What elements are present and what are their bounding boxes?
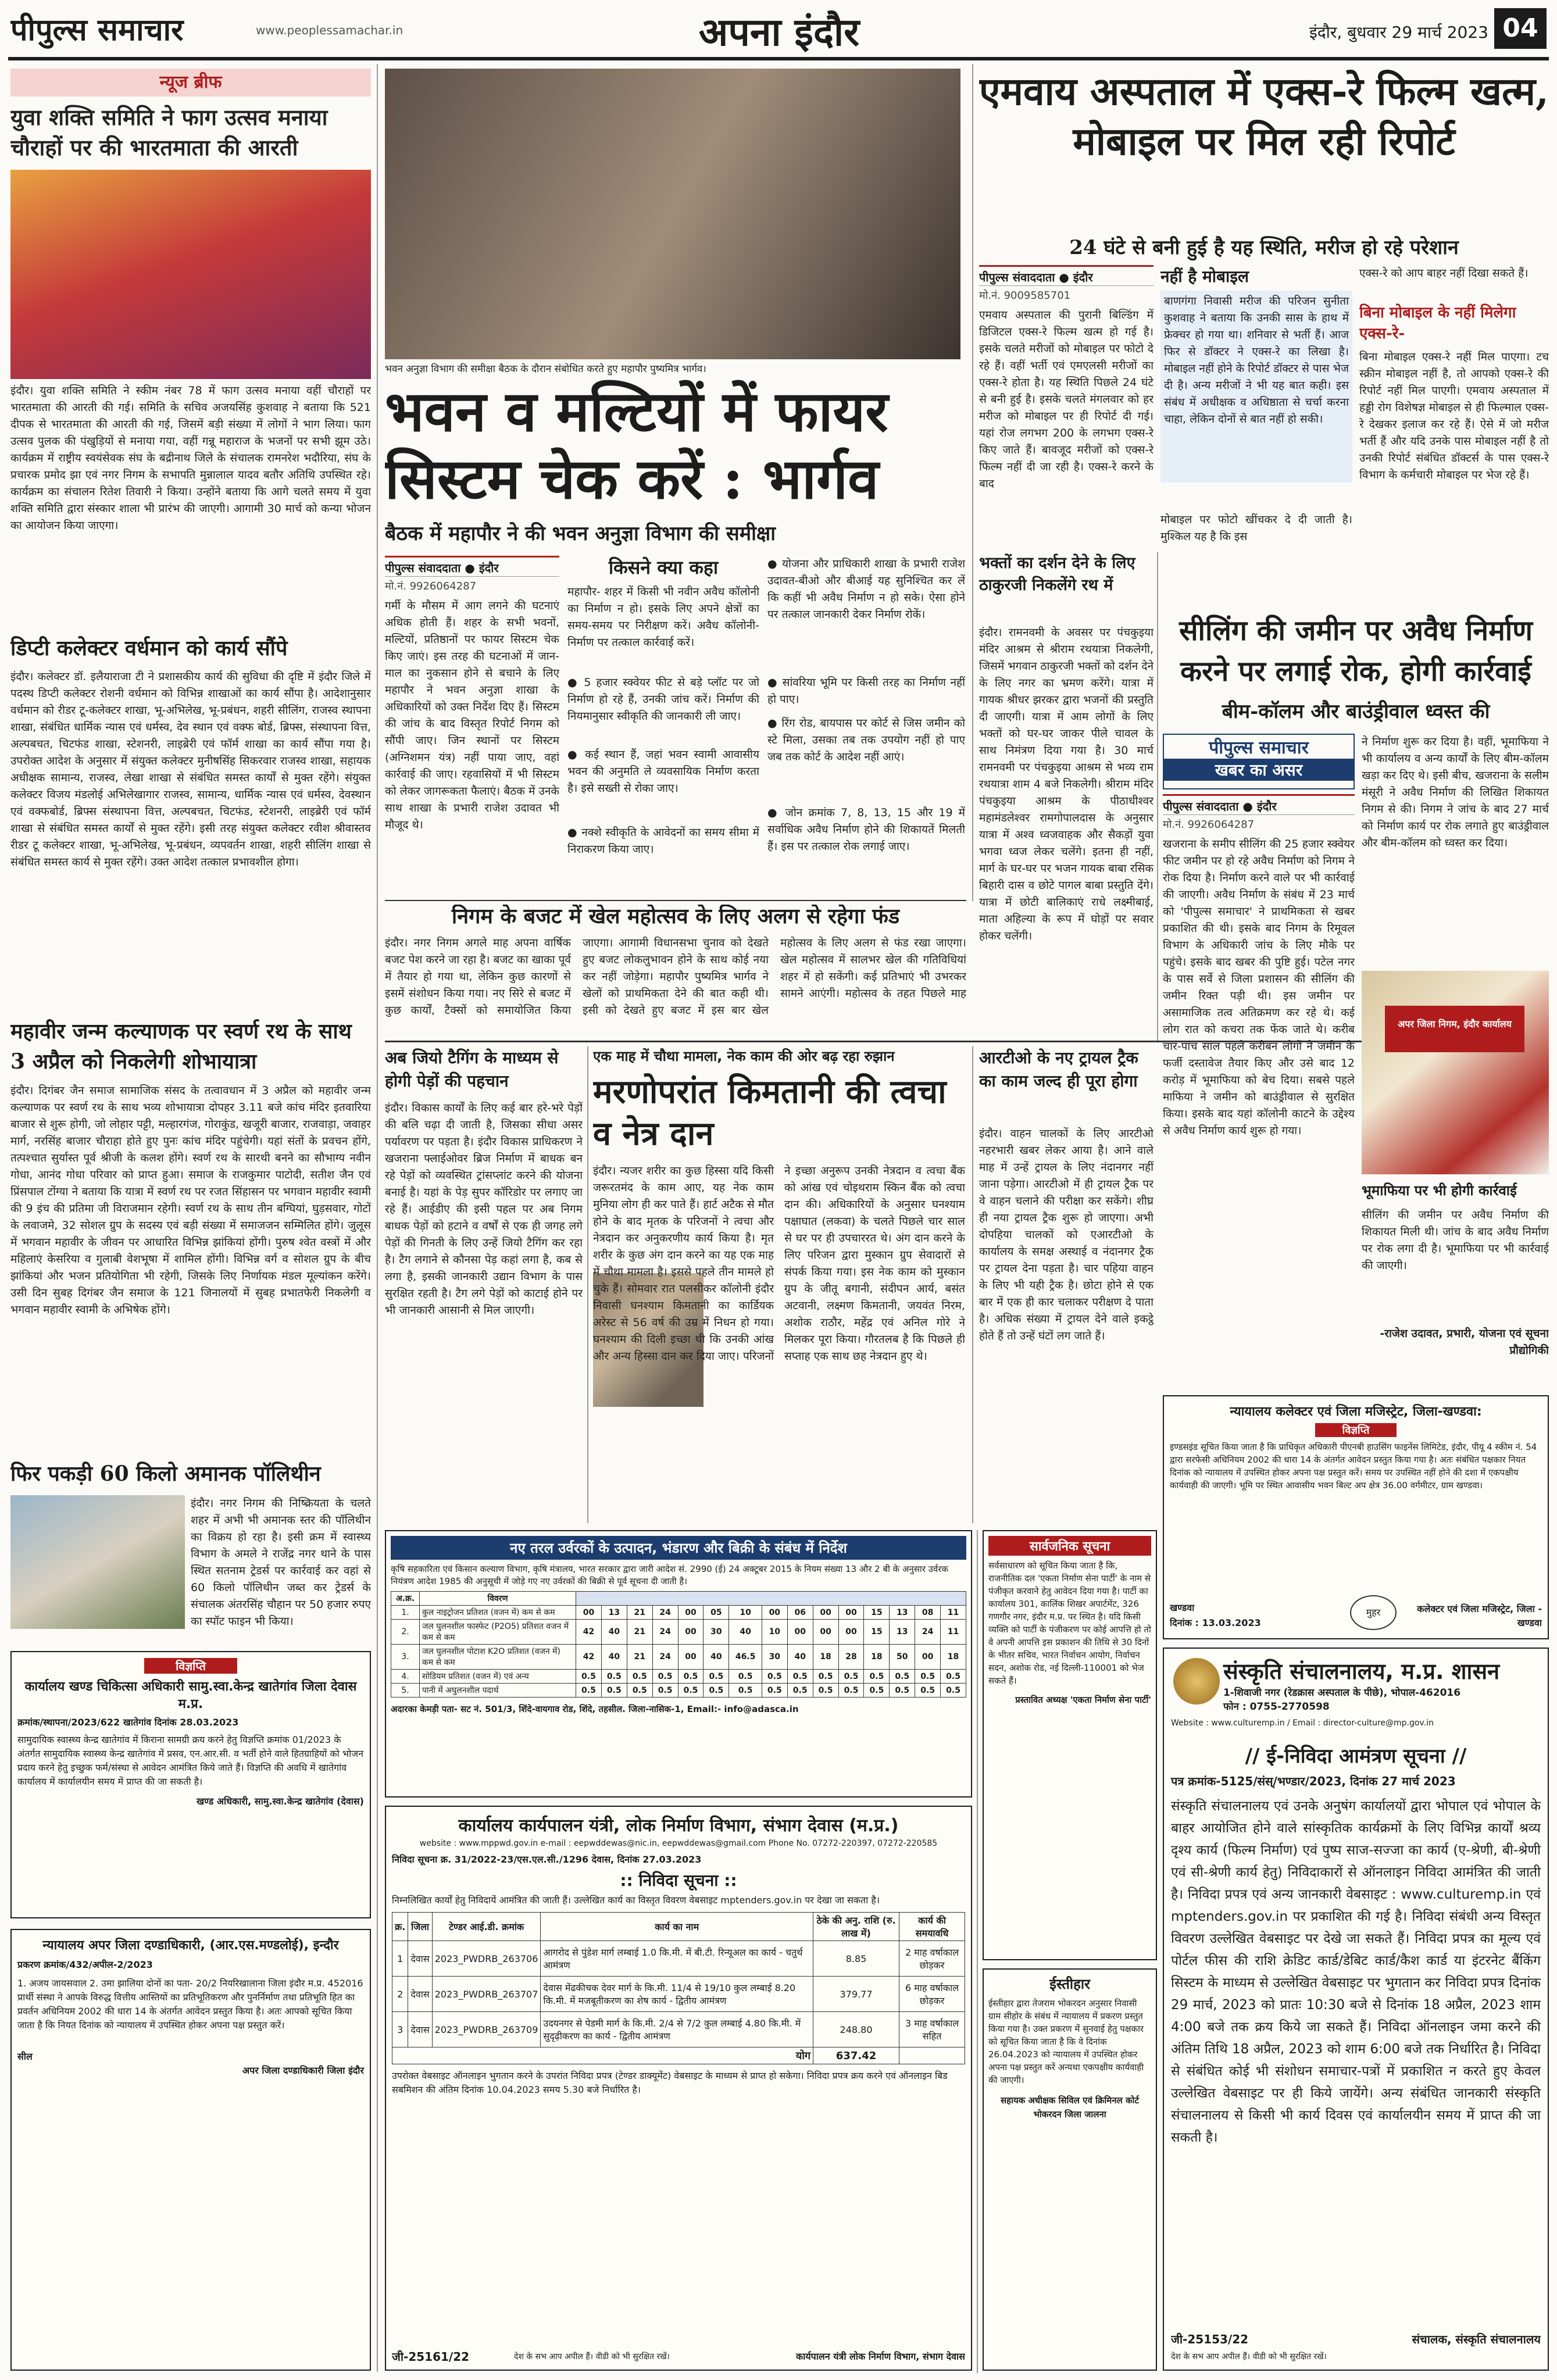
fertilizer-cell-value: 0.5 (576, 1670, 602, 1684)
fertilizer-cell-value: 0.5 (729, 1684, 762, 1698)
pwd-heading: :: निविदा सूचना :: (620, 1871, 737, 1890)
fertilizer-cell-value: 0.5 (864, 1684, 890, 1698)
fertilizer-cell-value: 21 (627, 1645, 652, 1670)
khandwa-title: न्यायालय कलेक्टर एवं जिला मजिस्ट्रेट, जिला-खण्डवा: (1230, 1405, 1482, 1419)
fertilizer-cell-value: 42 (576, 1620, 602, 1645)
pwd-table-cell: देवास (408, 2012, 432, 2047)
fertilizer-cell-value: 00 (838, 1606, 864, 1620)
rto-headline: आरटीओ के नए ट्रायल ट्रैक का काम जल्द ही पूरा होगा (979, 1048, 1138, 1091)
fertilizer-cell-value: 24 (652, 1645, 678, 1670)
fertilizer-cell-value: 0.5 (915, 1684, 941, 1698)
fertilizer-cell-value: 13 (601, 1606, 627, 1620)
pwd-total-label: योग (392, 2047, 813, 2064)
xray-sidebar-body: बाणगंगा निवासी मरीज की परिजन सुनीता कुशवाह ने बताया कि उनकी सास के हाथ में फ्रेक्चर हो गया था। शनिवार से भर्ती हैं। आज फिर से डॉक्टर ने एक्स-रे का लिखा है। मोबाइल नहीं होने के रिपोर्ट डॉक्टर से पास भेज दी है। अन्य मरीजों ने भी यह बात कही। इस संबंध में अधीक्षक व अधिष्ठाता से चर्चा करना चाहा, लेकिन दोनों से बात नहीं हो सकी। (1160, 291, 1352, 483)
fertilizer-cell-value: 05 (703, 1606, 729, 1620)
ceiling-quote-by: -राजेश उदावत, प्रभारी, योजना एवं सूचना प्रौद्योगिकी (1380, 1327, 1549, 1357)
fertilizer-cell-value: 0.5 (627, 1670, 652, 1684)
fertilizer-cell-value: 0.5 (838, 1670, 864, 1684)
fertilizer-cell-value: 00 (915, 1645, 941, 1670)
fertilizer-row (391, 1606, 966, 1620)
pwd-table-row (392, 1977, 965, 2012)
fertilizer-cell-name: कुल नाइट्रोजन प्रतिशत (वजन में) कम से कम (420, 1606, 576, 1620)
xray-more-body: मोबाइल पर फोटो खींचकर दे दी जाती है। मुश्किल यह है कि इस (1160, 513, 1352, 543)
youth-headline: युवा शक्ति समिति ने फाग उत्सव मनाया चौराहों पर की भारतमाता की आरती (10, 104, 328, 160)
sanskriti-public-notice: देश के सभ आप अपील हैं। वीडी को भी सुरक्षित रखें। (1171, 2352, 1327, 2361)
temple-body: इंदौर। रामनवमी के अवसर पर पंचकुइया मंदिर आश्रम से श्रीराम रथयात्रा निकलेगी, जिसमें भगवान ठाकुरजी भक्तों को दर्शन देने के लिए नगर का भ्रमण करेंगे। यात्रा में गायक श्रीधर झरकर द्वारा भजनों की प्रस्तुति दी जाएगी। यात्रा में आम लोगों के लिए भक्तों को घर-घर जाकर पीले चावल के साथ निमंत्रण दिया गया है। 30 मार्च रामनवमी पर पंचकुइया आश्रम से भव्य राम रथयात्रा शाम 4 बजे निकलेगी। श्रीराम मंदिर पंचकुइया आश्रम के पीठाधीश्वर महामंडलेश्वर रामगोपालदास के अनुसार यात्रा में अश्व ध्वजवाहक और सैकड़ों युवा भगवा ध्वज लेकर चलेंगे। इतना ही नहीं, मार्ग के घर-घर पर भजन गायक बाबा रसिक बिहारी दास व छोटे पागल बाबा प्रस्तुति देंगे। यात्रा में छोटी बालिकाएं राधे लक्ष्मीबाई, माता अहिल्या के रूप में घोड़ों पर सवार होकर चलेंगी। (979, 626, 1154, 942)
ceiling-deck: बीम-कॉलम और बाउंड्रीवाल ध्वस्त की (1222, 700, 1490, 723)
fertilizer-cell-value: 00 (576, 1606, 602, 1620)
sanskriti-website[interactable]: Website : www.culturemp.in / Email : director-culture@mp.gov.in (1171, 1718, 1434, 1728)
ishtihar-sign: सहायक अधीक्षक सिविल एवं क्रिमिनल कोर्ट भोकरदन जिला जालना (1001, 2095, 1139, 2120)
pwd-table-cell: आगरोद से पुंडेश मार्ग लम्बाई 1.0 कि.मी. में बी.टी. रिन्यूअल का कार्य - चतुर्थ आमंत्रण (541, 1941, 813, 1977)
fertilizer-row (391, 1684, 966, 1698)
impact-box (1163, 734, 1355, 789)
pwd-table-row (392, 1941, 965, 1977)
fertilizer-cell-value: 24 (652, 1606, 678, 1620)
court-notice-indore-body: 1. अजय जायसवाल 2. उमा झालिया दोनों का पता- 20/2 नियरिखालाना जिला इंदौर म.प्र. 452016 प्रार्थी संस्था ने आपके विरुद्ध वित्तीय आस्तियों का प्रतिभूतिकरण और पुनर्निर्माण तथा प्रतिभूति हित का प्रवर्तन अधिनियम 2002 की धारा 14 के अंतर्गत आवेदन प्रस्तुत किया है। अतः आपको सूचित किया जाता है कि नियत दिनांक को न्यायालय में उपस्थित होकर अपना पक्ष प्रस्तुत करें। (17, 1978, 363, 2031)
pwd-table-cell: 8.85 (813, 1941, 899, 1977)
health-notice-tag: विज्ञप्ति (144, 1658, 237, 1674)
pwd-column-header: टेण्डर आई.डी. क्रमांक (432, 1913, 541, 1941)
pwd-table-cell: 2023_PWDRB_263707 (432, 1977, 541, 2012)
pwd-table-cell: देवास (408, 1941, 432, 1977)
fire-mobile: मो.नं. 9926064287 (385, 580, 477, 592)
sanskriti-ref: पत्र क्रमांक-5125/संस्/भण्डार/2023, दिनांक 27 मार्च 2023 (1171, 1774, 1456, 1788)
column-divider-tree (587, 1046, 588, 1523)
xray-col3-title: बिना मोबाइल के नहीं मिलेगा एक्स-रे- (1359, 304, 1516, 342)
pwd-sign: कार्यपालन यंत्री लोक निर्माण विभाग, संभाग देवास (795, 2351, 965, 2362)
public-notice (983, 1530, 1157, 1960)
health-notice-sign: खण्ड अधिकारी, सामु.स्वा.केन्द्र खातेगांव (देवास) (197, 1796, 364, 1807)
polythene-headline: फिर पकड़ी 60 किलो अमानक पॉलिथीन (10, 1461, 321, 1486)
sanskriti-body: संस्कृति संचालनालय एवं उनके अनुषंग कार्यालयों द्वारा भोपाल एवं भोपाल के बाहर आयोजित होने वाले सांस्कृतिक कार्यक्रमों के लिए विभिन्न कार्यों श्रव्य दृश्य कार्य (फिल्म निर्माण) एवं पुष्प साज-सज्जा का कार्य (ए-श्रेणी, बी-श्रेणी एवं सी-श्रेणी कार्य हेतु) निविदाकारों से ऑनलाइन निविदा आमंत्रित की जाती है। निविदा प्रपत्र एवं अन्य जानकारी वेबसाइट : www.culturemp.in एवं mptenders.gov.in पर प्रकाशित की गई है। निविदा संबंधी अन्य विस्तृत विवरण उल्लेखित वेबसाइट पर देखे जा सकते हैं। निविदा प्रपत्र का मूल्य एवं पोर्टल फीस की राशि क्रेडिट कार्ड/डेबिट कार्ड/कैश कार्ड या इंटरनेट बैंकिंग सिस्टम के माध्यम से उल्लेखित वेबसाइट पर भुगतान कर निविदा प्रपत्र दिनांक 29 मार्च, 2023 को प्रातः 10:30 बजे से दिनांक 18 अप्रैल, 2023 शाम 4:00 बजे तक क्रय किये जा सकते हैं। निविदा ऑनलाइन जमा करने की अंतिम तिथि 18 अप्रैल, 2023 को शाम 6:00 बजे तक निर्धारित है। निविदा से संबंधित कोई भी संशोधन समाचार-पत्रों में प्रकाशित न करते हुए केवल उल्लेखित वेबसाइट पर ही किये जायेंगे। अन्य संबंधित जानकारी संस्कृति संचालनालय से किसी भी कार्य दिवस एवं कार्यालयीन समय में प्राप्त की जा सकती है। (1171, 1799, 1541, 2145)
masthead-rule (8, 57, 1549, 60)
fertilizer-cell-value: 11 (941, 1606, 966, 1620)
fertilizer-cell-no: 3. (391, 1645, 420, 1670)
fertilizer-cell-value: 18 (941, 1645, 966, 1670)
masthead-url[interactable]: www.peoplessamachar.in (256, 23, 403, 37)
ceiling-photo-caption: भूमाफिया पर भी होगी कार्रवाई (1362, 1182, 1517, 1199)
fertilizer-cell-value: 10 (729, 1606, 762, 1620)
fertilizer-cell-value: 00 (762, 1606, 787, 1620)
fertilizer-cell-name: जल घुलनशील पोटाश K2O प्रतिशत (वजन में) कम से कम (420, 1645, 576, 1670)
deputy-body: इंदौर। कलेक्टर डॉ. इलैयाराजा टी ने प्रशासकीय कार्य की सुविधा की दृष्टि में इंदौर जिले में पदस्थ डिप्टी कलेक्टर रोशनी वर्धमान को विभिन्न शाखाओं का कार्य सौंपा है। आदेशानुसार वर्धमान को रीडर टू-कलेक्टर शाखा, भू-अभिलेख, भू-प्रबंधन, शहरी सीलिंग, राजस्व स्थापना शाखा, संबंधित धार्मिक न्यास एवं धर्मस्व, देव स्थान एवं वक्फ बोर्ड, ब्रिफ्स, संस्थापना वित्त, अल्पबचत, चिटफंड शाखा, स्टेशनरी, लाइब्रेरी एवं फॉर्म शाखा का कार्य सौंपा गया है। उपरोक्त आदेश के अनुसार में संयुक्त कलेक्टर मुनीषसिंह सिकरवार राजस्व शाखा, सहायक अधीक्षक सामान्य, राजस्व, लेखा शाखा से संबंधित समस्त कार्यों से मुक्त रहेंगे। संयुक्त कलेक्टर विजय मंडलोई अभिलेखागार राजस्व, सामान्य, धार्मिक न्यास एवं धर्मस्व, देवस्थान एवं वक्फबोर्ड, ब्रिफ्स संस्थापना वित्त, अल्पबचत, चिटफंड, स्टेशनरी, लाइब्रेरी एवं फॉर्म शाखा से संबंधित समस्त कार्यों से मुक्त रहेंगे। इसी तरह संयुक्त कलेक्टर रवीश श्रीवास्तव रीडर टू कलेक्टर शाखा, भू-अभिलेख, भू-प्रबंधन, व्यपवर्तन शाखा, शहरी सीलिंग शाखा से संबंधित समस्त कार्य से मुक्त रहेंगे। उक्त आदेश तत्काल प्रभावशील होगा। (10, 670, 371, 869)
xray-headline: एमवाय अस्पताल में एक्स-रे फिल्म खत्म, मोबाइल पर मिल रही रिपोर्ट (979, 69, 1549, 164)
fertilizer-cell-value: 15 (864, 1606, 890, 1620)
pwd-table-cell: 379.77 (813, 1977, 899, 2012)
fire-byline: पीपुल्स संवाददाता ● इंदौर (385, 556, 559, 577)
youth-body: इंदौर। युवा शक्ति समिति ने स्कीम नंबर 78 में फाग उत्सव मनाया वहीं चौराहों पर भारतमाता की आरती की गई। समिति के सचिव अजयसिंह कुशवाह ने बताया कि 521 दीपक से भारतमाता की आरती की गई, जिसमें बड़ी संख्या में लोगों ने भाग लिया। फाग उत्सव पुलक की पंखुड़ियों से मनाया गया, वहीं गन्नू महाराज के भजनों पर सभी झूम उठे। कार्यक्रम में राष्ट्रीय स्वयंसेवक संघ के बद्रीनाथ जिले के संचालक रामनरेश भदौरिया, संघ के प्रचारक प्रमोद झा एवं नगर निगम के सभापति मुन्नालाल यादव बतौर अतिथि उपस्थित रहे। कार्यक्रम का संचालन रितेश तिवारी ने किया। उन्होंने बताया कि आगे चलते समय में युवा शक्ति समिति द्वारा संस्कार शाला भी प्रारंभ की जाएगी। आगामी 30 मार्च को कन्या भोजन का आयोजन किया जाएगा। (10, 384, 371, 532)
pwd-table-cell: देवास (408, 1977, 432, 2012)
sanskriti-title: संस्कृति संचालनालय, म.प्र. शासन (1223, 1659, 1500, 1684)
pwd-total: 637.42 (813, 2047, 899, 2064)
ishtihar-body: ईस्तीहार द्वारा तेजराम भोकरदन अनुसार निवासी ग्राम सीहोर के संबंध में न्यायालय में प्रकरण प्रस्तुत किया गया है। उक्त प्रकरण में सुनवाई हेतु पक्षकार को सूचित किया जाता है कि वे दिनांक 26.04.2023 को न्यायालय में उपस्थित होकर अपना पक्ष प्रस्तुत करें अन्यथा एकपक्षीय कार्यवाही की जाएगी। (988, 1998, 1144, 2085)
fertilizer-cell-value: 30 (762, 1645, 787, 1670)
fertilizer-cell-value: 0.5 (838, 1684, 864, 1698)
meeting-photo (385, 69, 960, 359)
fertilizer-cell-value: 0.5 (941, 1670, 966, 1684)
fund-headline: निगम के बजट में खेल महोत्सव के लिए अलग से रहेगा फंड (451, 905, 900, 928)
pwd-table-cell: 2 (392, 1977, 408, 2012)
impact-logo: पीपुल्स समाचार (1209, 738, 1309, 758)
pwd-sub: निम्नलिखित कार्यों हेतु निविदायें आमंत्रित की जाती हैं। उल्लेखित कार्य का विस्तृत विवरण वेबसाइट mptenders.gov.in पर देखा जा सकता है। (392, 1895, 880, 1906)
polythene-body: इंदौर। नगर निगम की निष्क्रियता के चलते शहर में अभी भी अमानक स्तर की पॉलिथीन का विक्रय हो रहा है। इसी क्रम में स्वास्थ्य विभाग के अमले ने राजेंद्र नगर थाने के पास स्थित सतनाम ट्रेडर्स पर कार्रवाई कर वहां से 60 किलो पॉलिथीन जब्त कर ट्रेडर्स के संचालक अंतरसिंह चौहान पर 50 हजार रुपए का स्पॉट फाइन भी किया। (191, 1497, 371, 1628)
mahavir-headline: महावीर जन्म कल्याणक पर स्वर्ण रथ के साथ 3 अप्रैल को निकलेगी शोभायात्रा (10, 1019, 352, 1074)
fertilizer-cell-value: 40 (787, 1645, 813, 1670)
fertilizer-cell-value: 0.5 (703, 1670, 729, 1684)
section-title: अपना इंदौर (698, 9, 860, 55)
court-notice-indore-sign: अपर जिला दण्डाधिकारी जिला इंदौर (242, 2065, 364, 2076)
pwd-table-cell: 2023_PWDRB_263706 (432, 1941, 541, 1977)
pwd-code: जी-25161/22 (392, 2350, 470, 2364)
column-divider-rto (972, 1046, 973, 1523)
fire-bullet-1: ● 5 हजार स्क्वेयर फीट से बड़े प्लॉट पर जो निर्माण हो रहे हैं, उनकी जांच करें। निर्माण की नियमानुसार स्वीकृति की जानकारी ली जाए। (567, 674, 759, 744)
court-notice-indore-title: न्यायालय अपर जिला दण्डाधिकारी, (आर.एस.मण्डलोई), इन्दौर (42, 1938, 339, 1953)
sanskriti-heading: // ई-निविदा आमंत्रण सूचना // (1245, 1745, 1467, 1768)
fertilizer-cell-name: जल घुलनशील फास्फेट (P2O5) प्रतिशत वजन में कम से कम (420, 1620, 576, 1645)
fertilizer-cell-value: 00 (678, 1645, 703, 1670)
pwd-contact[interactable]: website : www.mppwd.gov.in e-mail : eepwddewas@nic.in, eepwddewas@gmail.com Phone No. 07272-220397, 07272-220585 (419, 1839, 938, 1848)
fertilizer-cell-value: 46.5 (729, 1645, 762, 1670)
fertilizer-cell-value: 15 (864, 1620, 890, 1645)
fertilizer-cell-value: 0.5 (601, 1670, 627, 1684)
column-divider-1 (377, 64, 378, 2372)
impact-tag: खबर का असर (1164, 759, 1354, 781)
pwd-column-header: क्र. (392, 1913, 408, 1941)
khandwa-place: खण्डवा (1170, 1602, 1195, 1613)
fertilizer-cell-value: 0.5 (678, 1684, 703, 1698)
who-said-body: महापौर- शहर में किसी भी नवीन अवैध कॉलोनी का निर्माण न हो। इसके लिए अपने क्षेत्रों का समय-समय पर निरीक्षण करें। अवैध कॉलोनी-निर्माण पर तत्काल कार्रवाई करें। (567, 585, 759, 649)
pwd-ref: निविदा सूचना क्र. 31/2022-23/एस.एल.सी./1296 देवास, दिनांक 27.03.2023 (392, 1854, 702, 1865)
fertilizer-cell-value: 0.5 (678, 1670, 703, 1684)
dateline: इंदौर, बुधवार 29 मार्च 2023 (1309, 23, 1488, 42)
fertilizer-cell-value: 28 (838, 1645, 864, 1670)
fertilizer-cell-value: 50 (890, 1645, 915, 1670)
office-signboard: अपर जिला निगम, इंदौर कार्यालय (1385, 1006, 1524, 1052)
khandwa-seal: मुहर (1350, 1595, 1397, 1630)
deputy-headline: डिप्टी कलेक्टर वर्धमान को कार्य सौंपे (10, 636, 288, 660)
fertilizer-cell-name: पानी में अघुलनशील पदार्थ (420, 1684, 576, 1698)
pwd-table-cell: 3 माह वर्षाकाल सहित (899, 2012, 965, 2047)
xray-sidebar-title: नहीं है मोबाइल (1160, 267, 1249, 286)
fertilizer-cell-value: 00 (678, 1620, 703, 1645)
fertilizer-cell-no: 4. (391, 1670, 420, 1684)
pwd-total-blank (899, 2047, 965, 2064)
who-said-label: किसने क्या कहा (608, 556, 719, 578)
fertilizer-cell-value: 0.5 (729, 1670, 762, 1684)
ishtihar-notice (983, 1968, 1157, 2371)
fertilizer-cell-value: 0.5 (813, 1670, 838, 1684)
fertilizer-cell-value: 0.5 (941, 1684, 966, 1698)
xray-body: एमवाय अस्पताल की पुरानी बिल्डिंग में डिजिटल एक्स-रे फिल्म खत्म हो गई है। इसके चलते मरीजों को मोबाइल पर फोटो दे रहे हैं। वहीं भर्ती एवं एमएलसी मरीजों का एक्स-रे होता है। यह स्थिति पिछले 24 घंटे से बनी हुई है। इसके चलते मंगलवार को हर मरीज को मोबाइल पर ही रिपोर्ट दी गई। यहां रोज लगभग 200 के लगभग एक्स-रे किए जाते हैं। बावजूद मरीजों को एक्स-रे फिल्म नहीं दी जा रही है। एक्स-रे करने के बाद (979, 309, 1154, 490)
pwd-public-notice: देश के सभ आप अपील हैं। वीडी को भी सुरक्षित रखें। (514, 2352, 670, 2361)
fertilizer-cell-value: 0.5 (652, 1684, 678, 1698)
fertilizer-cell-value: 0.5 (890, 1684, 915, 1698)
fire-bullet-7: ● जोन क्रमांक 7, 8, 13, 15 और 19 में सर्वाधिक अवैध निर्माण होने की शिकायतें मिलती हैं। इस पर तत्काल रोक लगाई जाए। (767, 805, 965, 886)
fertilizer-cell-value: 0.5 (762, 1670, 787, 1684)
fertilizer-cell-value: 0.5 (576, 1684, 602, 1698)
fertilizer-cell-value: 0.5 (890, 1670, 915, 1684)
donation-headline: मरणोपरांत किमतानी की त्वचा व नेत्र दान (593, 1073, 947, 1153)
xray-byline: पीपुल्स संवाददाता ● इंदौर (979, 265, 1154, 286)
pwd-table-cell: 3 (392, 2012, 408, 2047)
fertilizer-cell-value: 40 (703, 1645, 729, 1670)
fertilizer-cell-value: 0.5 (652, 1670, 678, 1684)
fertilizer-row (391, 1645, 966, 1670)
fertilizer-cell-value: 0.5 (915, 1670, 941, 1684)
fertilizer-table (391, 1591, 966, 1698)
ceiling-body-3: सीलिंग की जमीन पर अवैध निर्माण की शिकायत मिली थी। जांच के बाद अवैध निर्माण पर रोक लगा दी है। भूमाफिया पर भी कार्रवाई की जाएगी। (1362, 1209, 1549, 1272)
fertilizer-cell-value: 00 (813, 1620, 838, 1645)
fertilizer-cell-value: 0.5 (762, 1684, 787, 1698)
polythene-photo (10, 1495, 185, 1629)
fire-bullet-2: ● कई स्थान हैं, जहां भवन स्वामी आवासीय भवन की अनुमति ले व्यवसायिक निर्माण करता है। इसे सख्ती से रोका जाए। (567, 746, 759, 822)
ishtihar-title: ईस्तीहार (1049, 1976, 1090, 1992)
fertilizer-head-item: विवरण (420, 1592, 576, 1606)
mp-emblem-icon (1173, 1658, 1220, 1704)
fertilizer-cell-value: 00 (787, 1620, 813, 1645)
fertilizer-cell-value: 0.5 (864, 1670, 890, 1684)
fertilizer-cell-name: सोडियम प्रतिशत (वजन में) एवं अन्य (420, 1670, 576, 1684)
fertilizer-cell-value: 0.5 (601, 1684, 627, 1698)
sanskriti-tender-ad (1163, 1648, 1549, 2371)
court-notice-indore (10, 1929, 371, 2371)
court-notice-indore-seal: सील (17, 2051, 33, 2062)
donation-kicker: एक माह में चौथा मामला, नेक काम की ओर बढ़ रहा रुझान (593, 1048, 895, 1064)
health-notice (10, 1651, 371, 1918)
health-notice-title: कार्यालय खण्ड चिकित्सा अधिकारी सामु.स्वा.केन्द्र खातेगांव जिला देवास म.प्र. (24, 1679, 357, 1711)
sanskriti-code: जी-25153/22 (1171, 2332, 1249, 2346)
fire-bullet-5: ● सांवरिया भूमि पर किसी तरह का निर्माण नहीं हो पाए। (767, 674, 965, 713)
public-notice-body: सर्वसाधारण को सूचित किया जाता है कि, राजनीतिक दल 'एकता निर्माण सेना पार्टी' के नाम से पंजीकृत करवाने हेतु आवेदन दिया गया है। पार्टी का कार्यालय 301, कालिंक शिखर अपार्टमेंट, 326 गणगौर नगर, इंदौर म.प्र. पर स्थित है। यदि किसी व्यक्ति को पार्टी के पंजीकरण पर कोई आपत्ति हो तो वे अपनी आपत्ति इस प्रकाशन की तिथि से 30 दिनों के भीतर सचिव, भारत निर्वाचन आयोग, निर्वाचन सदन, अशोक रोड, नई दिल्ली-110001 को भेज सकते हैं। (988, 1560, 1151, 1686)
fertilizer-cell-no: 5. (391, 1684, 420, 1698)
xray-col3-body: बिना मोबाइल एक्स-रे नहीं मिल पाएगा। टच स्क्रीन मोबाइल नहीं है, तो आपको एक्स-रे की रिपोर्ट नहीं मिल पाएगी। एमवाय अस्पताल में हड्डी रोग विशेषज्ञ मोबाइल से ही फिल्माल एक्स-रे देखकर इलाज कर रहे हैं। ऐसे में जो मरीज भर्ती हैं और यदि उनके पास मोबाइल नहीं है तो उनकी रिपोर्ट संबंधित डॉक्टर्स के पास एक्स-रे विभाग के कर्मचारी मोबाइल पर भेज रहे हैं। (1359, 351, 1549, 481)
public-notice-sign: प्रस्तावित अध्यक्ष 'एकता निर्माण सेना पार्टी' (1015, 1695, 1151, 1705)
khandwa-sign: कलेक्टर एवं जिला मजिस्ट्रेट, जिला - खण्डवा (1417, 1603, 1542, 1628)
xray-mobile: मो.नं. 9009585701 (979, 290, 1071, 302)
health-notice-body: सामुदायिक स्वास्थ्य केन्द्र खातेगांव में किराना सामग्री क्रय करने हेतु विज्ञप्ति क्रमांक 01/2023 के अंतर्गत सामुदायिक स्वास्थ्य केन्द्र खातेगांव में प्रसव, एन.आर.सी. व भर्ती होने वाले हितग्राहियों को भोजन प्रदाय करने हेतु इच्छुक फर्म/संस्था से आवेदन आमंत्रित किये जाते हैं। विज्ञप्ति की अवधि में खातेगांव कार्यालय में कार्यालयीन समय में प्राप्त की जा सकती है। (17, 1734, 364, 1787)
fire-deck: बैठक में महापौर ने की भवन अनुज्ञा विभाग की समीक्षा (385, 522, 776, 545)
ceiling-byline: पीपुल्स संवाददाता ● इंदौर (1163, 794, 1355, 815)
fertilizer-cell-value: 0.5 (703, 1684, 729, 1698)
fertilizer-cell-value: 42 (576, 1645, 602, 1670)
khandwa-body: इण्डसइंड सूचित किया जाता है कि प्राधिकृत अधिकारी पीएनबी हाउसिंग फाइनेंस लिमिटेड, इंदौर, पीयू 4 स्कीम नं. 54 द्वारा सरफेसी अधिनियम 2002 की धारा 14 के अंतर्गत आवेदन प्रस्तुत किया गया है। अतः संबंधित पक्षकार नियत दिनांक को न्यायालय में उपस्थित होकर अपना पक्ष प्रस्तुत करें। समय पर उपस्थित नहीं होने की दशा में एकपक्षीय कार्यवाही की जाएगी। भूमि पर स्थित आवासीय भवन बिल्ट अप क्षेत्र 36.00 वर्गमीटर, ग्राम खण्डवा। (1170, 1442, 1537, 1491)
fertilizer-cell-no: 2. (391, 1620, 420, 1645)
pwd-table-cell: 1 (392, 1941, 408, 1977)
ceiling-body-1: खजराना के समीप सीलिंग की 25 हजार स्क्वेयर फीट जमीन पर हो रहे अवैध निर्माण को निगम ने रोक दिया है। निर्माण करने वाले पर भी कार्रवाई की जाएगी। अवैध निर्माण के संबंध में 23 मार्च को 'पीपुल्स समाचार' ने प्राथमिकता से खबर प्रकाशित की थी। इसके बाद निगम के रिमूवल विभाग के अधिकारी जांच के लिए मौके पर पहुंचे। इसके बाद खबर की पुष्टि हुई। पटेल नगर के पास सर्वे से जिला प्रशासन की सीलिंग की जमीन रिक्त पड़ी थी। इस जमीन पर असामाजिक तत्व अतिक्रमण कर रहे थे। कई लोग रात को कचरा तक फेंक जाते थे। करीब चार-पांच साल पहले करीबन लोगों ने जमीन के फर्जी दस्तावेज तैयार किए और उसे बाद 12 करोड़ में भूमाफिया को बेच दिया। सबसे पहले माफिया ने जमीन को बाउंड्रीवाल से सुरक्षित किया। इसके बाद यहां कॉलोनी काटने के उद्देश्य से अवैध निर्माण कार्य शुरू हो गया। (1163, 838, 1355, 1137)
aarti-photo (10, 170, 371, 379)
column-divider-2 (972, 64, 973, 901)
fire-bullet-6: ● रिंग रोड, बायपास पर कोर्ट से जिस जमीन को स्टे मिला, उसका तब तक उपयोग नहीं हो पाए जब तक कोर्ट के आदेश नहीं आएं। (767, 715, 965, 802)
pwd-column-header: कार्य का नाम (541, 1913, 813, 1941)
fertilizer-cell-no: 1. (391, 1606, 420, 1620)
fertilizer-head-no: अ.क्र. (391, 1592, 420, 1606)
fund-body: इंदौर। नगर निगम अगले माह अपना वार्षिक बजट पेश करने जा रहा है। बजट का खाका पूर्व में तैयार हो गया था, लेकिन कुछ कारणों से इसमें संशोधन किया गया। नए सिरे से बजट में कुछ कार्यों, टैक्सों को समायोजित किया जाएगा। आगामी विधानसभा चुनाव को देखते हुए बजट लोकलुभावन होने के साथ कोई नया कर नहीं जोड़ेगा। महापौर पुष्यमित्र भार्गव ने खेलों को प्राथमिकता देने की बात कही थी। इसी को देखते हुए बजट में इस बार खेल महोत्सव के लिए अलग से फंड रखा जाएगा। खेल महोत्सव में सालभर खेल की गतिविधियां शहर में हो सकेंगी। कई प्रतिभाएं भी उभरकर सामने आएंगी। महोत्सव के तहत पिछले माह (385, 937, 966, 1017)
fertilizer-cell-value: 10 (762, 1620, 787, 1645)
fertilizer-cell-value: 00 (813, 1606, 838, 1620)
fertilizer-cell-value: 06 (787, 1606, 813, 1620)
khandwa-court-notice (1163, 1395, 1549, 1639)
fertilizer-cell-value: 40 (601, 1645, 627, 1670)
fertilizer-title: नए तरल उर्वरकों के उत्पादन, भंडारण और बिक्री के संबंध में निर्देश (391, 1536, 966, 1560)
pwd-tender-ad (385, 1806, 972, 2371)
column-divider-3 (1157, 552, 1158, 1041)
fertilizer-footer: अदारका केमड़ी पता- सट नं. 501/3, शिंदे-वायगाव रोड, शिंदे, तहसील. जिला-नासिक-1, Email:- info@adasca.in (391, 1704, 799, 1714)
fertilizer-cell-value: 40 (601, 1620, 627, 1645)
fertilizer-cell-value: 08 (915, 1606, 941, 1620)
tree-headline: अब जियो टैगिंग के माध्यम से होगी पेड़ों की पहचान (385, 1048, 559, 1091)
ceiling-office-photo (1362, 971, 1549, 1174)
pwd-table (392, 1912, 965, 2064)
rto-body: इंदौर। वाहन चालकों के लिए आरटीओ नहरभारी खबर लेकर आया है। आने वाले माह में उन्हें ट्रायल के लिए नंदानगर नहीं जाना पड़ेगा। आरटीओ में ही ट्रायल ट्रैक पर वे वाहन चलाने की परीक्षा कर सकेंगे। शीघ्र ही नया ट्रायल ट्रैक शुरू हो जाएगा। अभी दोपहिया चालकों को एआरटीओ के कार्यालय के समक्ष अस्थाई व नंदानगर ट्रैक पर ट्रायल देना पड़ता है। चार पहिया वाहन के लिए भी यही ट्रैक है। छोटा होने से एक बार में एक ही कार चलाकर परीक्षण दे पाता है। अधिक संख्या में ट्रायल देने वाले इकट्ठे होते हैं तो उन्हें घंटों लग जाते हैं। (979, 1127, 1154, 1342)
xray-deck: 24 घंटे से बनी हुई है यह स्थिति, मरीज हो रहे परेशान (1069, 236, 1459, 259)
fertilizer-cell-value: 18 (864, 1645, 890, 1670)
fertilizer-cell-value: 30 (703, 1620, 729, 1645)
fire-bullet-3: ● नक्शे स्वीकृति के आवेदनों का समय सीमा में निराकरण किया जाए। (567, 824, 759, 882)
fertilizer-row (391, 1620, 966, 1645)
pwd-column-header: कार्य की समयावधि (899, 1913, 965, 1941)
sanskriti-phone: फोन : 0755-2770598 (1223, 1701, 1330, 1713)
fertilizer-cell-value: 00 (678, 1606, 703, 1620)
fertilizer-cell-value: 13 (890, 1606, 915, 1620)
pwd-title: कार्यालय कार्यपालन यंत्री, लोक निर्माण विभाग, संभाग देवास (म.प्र.) (458, 1816, 899, 1836)
temple-headline: भक्तों का दर्शन देने के लिए ठाकुरजी निकलेंगे रथ में (979, 554, 1135, 594)
fertilizer-cell-value: 24 (915, 1620, 941, 1645)
fertilizer-head-values (576, 1592, 966, 1606)
pwd-footer: उपरोक्त वेबसाइट ऑनलाइन भुगतान करने के उपरांत निविदा प्रपत्र (टेण्डर डाक्यूमेंट) वेबसाइट के माध्यम से प्राप्त हो सकेगा। निविदा प्रपत्र क्रय करने एवं ऑनलाइन बिड सबमिशन की अंतिम दिनांक 10.04.2023 समय 5.30 बजे निर्धारित है। (392, 2070, 948, 2095)
fertilizer-cell-value: 0.5 (627, 1684, 652, 1698)
column-divider-notices (977, 1530, 978, 2373)
fertilizer-cell-value: 13 (890, 1620, 915, 1645)
fertilizer-intro: कृषि सहकारिता एवं किसान कल्याण विभाग, कृषि मंत्रालय, भारत सरकार द्वारा जारी आदेश सं. 2990 (ई) 24 अक्टूबर 2015 के नियम संख्या 13 और 2 बी के अनुसार उर्वरक नियंत्रण आदेश 1985 की अनुसूची में जोड़े गए नए उर्वरकों की बिक्री से पूर्व सूचना दी जाती है। (391, 1564, 948, 1586)
pwd-table-cell: 2023_PWDRB_263709 (432, 2012, 541, 2047)
ceiling-headline: सीलिंग की जमीन पर अवैध निर्माण करने पर लगाई रोक, होगी कार्रवाई (1179, 614, 1533, 688)
khandwa-date: दिनांक : 13.03.2023 (1170, 1617, 1261, 1628)
ceiling-mobile: मो.नं. 9926064287 (1163, 819, 1255, 831)
fertilizer-cell-value: 21 (627, 1606, 652, 1620)
pwd-table-cell: 6 माह वर्षाकाल छोड़कर (899, 1977, 965, 2012)
khandwa-tag: विज्ञप्ति (1315, 1423, 1397, 1437)
public-notice-title: सार्वजनिक सूचना (988, 1536, 1151, 1556)
fertilizer-cell-value: 0.5 (813, 1684, 838, 1698)
pwd-column-header: ठेके की अनु. राशि (रु. लाख में) (813, 1913, 899, 1941)
pwd-table-cell: देवास मेंढकीचक देवर मार्ग के कि.मी. 11/4 से 19/10 कुल लम्बाई 8.20 कि.मी. में मजबूतीकरण का शेष कार्य - द्वितीय आमंत्रण (541, 1977, 813, 2012)
health-notice-ref: क्रमांक/स्थापना/2023/622 खातेगांव दिनांक 28.03.2023 (17, 1717, 239, 1728)
court-notice-indore-ref: प्रकरण क्रमांक/432/अपील-2/2023 (17, 1959, 153, 1970)
fire-bullet-4: ● योजना और प्राधिकारी शाखा के प्रभारी राजेश उदावत-बीओ और बीआई यह सुनिश्चित कर लें कि कहीं भी अवैध निर्माण न हो सके। ऐसा होने पर तत्काल जानकारी देकर निर्माण रोकें। (767, 556, 965, 672)
fertilizer-cell-value: 11 (941, 1620, 966, 1645)
fertilizer-cell-value: 40 (729, 1620, 762, 1645)
fertilizer-cell-value: 21 (627, 1620, 652, 1645)
fertilizer-cell-value: 24 (652, 1620, 678, 1645)
fertilizer-cell-value: 00 (838, 1620, 864, 1645)
pwd-column-header: जिला (408, 1913, 432, 1941)
fertilizer-ad (385, 1530, 972, 1797)
pwd-table-cell: 248.80 (813, 2012, 899, 2047)
masthead-logo: पीपुल्स समाचार (10, 12, 184, 48)
news-brief-label: न्यूज ब्रीफ (10, 69, 371, 97)
fire-body: गर्मी के मौसम में आग लगने की घटनाएं अधिक होती हैं। शहर के सभी भवनों, मल्टियों, प्रतिष्ठानों पर फायर सिस्टम चेक किए जाएं। इस तरह की घटनाओं में जान-माल का नुकसान होने से बचाने के लिए महापौर ने भवन अनुज्ञा शाखा के अधिकारियों को उक्त निर्देश दिए हैं। सिस्टम की जांच के बाद विस्तृत रिपोर्ट निगम को सौंपी जाए। जिन स्थानों पर सिस्टम (अग्निशमन यंत्र) नहीं पाया जाए, वहां कार्रवाई की जाए। रहवासियों में भी सिस्टम को लेकर जागरूकता फैलाएं। बैठक में उनके साथ शाखा के प्रभारी राजेश उदावत भी मौजूद थे। (385, 599, 559, 831)
donation-body: इंदौर। न्यजर शरीर का कुछ हिस्सा यदि किसी जरूरतमंद के काम आए, यह नेक काम मुनिया लोग ही कर पाते हैं। हार्ट अटैक से मौत होने के बाद मृतक के परिजनों ने त्वचा और नेत्रदान कर अनुकरणीय कार्य किया है। मृत शरीर के कुछ अंग दान करने का यह एक माह में चौथा मामला है। इससे पहले तीन मामले हो चुके हैं। सोमवार रात पलसीकर कॉलोनी इंदौर निवासी घनश्याम किमतानी का कार्डियक अरेस्ट से 56 वर्ष की उम्र में निधन हो गया। घनश्याम की दिली इच्छा थी कि उनकी आंख और अन्य हिस्सा दान कर दिया जाए। परिजनों ने इच्छा अनुरूप उनकी नेत्रदान व त्वचा बैंक को आंख एवं चोइथराम स्किन बैंक को त्वचा दान की। अधिकारियों के अनुसार घनश्याम पक्षाघात (लकवा) के चलते पिछले चार साल से घर पर ही उपचाररत थे। अंग दान करने के लिए परिजन द्वारा मुस्कान ग्रुप सेवादारों से संपर्क किया गया। इस नेक काम को मुस्कान ग्रुप के जीतू बगानी, संदीपन आर्य, बसंत अटवानी, लक्ष्मण किमतानी, जयवंत निरम, अशोक राठौर, महेंद्र एवं अनिल गोरे ने मिलकर पूरा किया। गौरतलब है कि पिछले ही सप्ताह एक साथ छह नेत्रदान हुए थे। (593, 1164, 965, 1363)
pwd-table-row (392, 2012, 965, 2047)
sanskriti-address: 1-शिवाजी नगर (रेडक्रास अस्पताल के पीछे), भोपाल-462016 (1223, 1687, 1461, 1699)
tree-body: इंदौर। विकास कार्यों के लिए कई बार हरे-भरे पेड़ों की बलि चढ़ा दी जाती है, जिसका सीधा असर पर्यावरण पर पड़ता है। इंदौर विकास प्राधिकरण ने खजराना फ्लाईओवर ब्रिज निर्माण में बाधक बन रहे पेड़ों को व्यवस्थित ट्रांसप्लांट करने की योजना बनाई है। यहां के पेड़ सुपर कॉरिडोर पर लगाए जा रहे हैं। आईडीए की इसी पहल पर अब निगम बाधक पेड़ों को हटाने व वर्षों से एक ही जगह लगे पेड़ों की गिनती के लिए उन्हें जियो टैगिंग कर रहा है। टैग लगाने से कौनसा पेड़ कहां लगा है, कब से लगा है, इसकी जानकारी उद्यान विभाग के पास सुरक्षित रहती है। टैग लगे पेड़ों को काटाई होने पर भी जानकारी आसानी से मिल जाएगी। (385, 1102, 583, 1317)
page-number: 04 (1494, 8, 1547, 49)
ceiling-body-2: ने निर्माण शुरू कर दिया है। वहीं, भूमाफिया ने भी कार्यालय व अन्य कार्यों के लिए बीम-कॉलम खड़ा कर दिए थे। इसी बीच, खजराना के सलीम मंसूरी ने अवैध निर्माण की लिखित शिकायत निगम से की। निगम ने जांच के बाद 27 मार्च को निर्माण कार्य पर रोक लगाते हुए बाउंड्रीवाल और बीम-कॉलम को ध्वस्त कर दिया। (1362, 735, 1549, 849)
meeting-photo-caption: भवन अनुज्ञा विभाग की समीक्षा बैठक के दौरान संबोधित करते हुए महापौर पुष्यमित्र भार्गव। (385, 363, 706, 375)
fund-rule (385, 900, 966, 901)
xray-col3-top: एक्स-रे को आप बाहर नहीं दिखा सकते हैं। (1359, 267, 1529, 280)
sanskriti-sign: संचालक, संस्कृति संचालनालय (1412, 2332, 1541, 2346)
fire-headline: भवन व मल्टियों में फायर सिस्टम चेक करें : भार्गव (385, 378, 888, 512)
fertilizer-cell-value: 18 (813, 1645, 838, 1670)
fertilizer-row (391, 1670, 966, 1684)
fertilizer-cell-value: 0.5 (787, 1684, 813, 1698)
fertilizer-cell-value: 0.5 (787, 1670, 813, 1684)
pwd-table-cell: उदयनगर से पेडमी मार्ग के कि.मी. 2/4 से 7/2 कुल लम्बाई 4.80 कि.मी. में सुदृढ़ीकरण का कार्य - द्वितीय आमंत्रण (541, 2012, 813, 2047)
mahavir-body: इंदौर। दिगंबर जैन समाज सामाजिक संसद के तत्वावधान में 3 अप्रैल को महावीर जन्म कल्याणक पर स्वर्ण रथ के साथ भव्य शोभायात्रा दोपहर 3.11 बजे कांच मंदिर इतवारिया बाजार से शुरू होगी, जो लोहार पट्टी, मल्हारगंज, गोराकुंड, खजूरी बाजार, राजवाड़ा, जवाहर मार्ग, नरसिंह बाजार चौराहा होते हुए पुनः कांच मंदिर पहुंचेगी। यहां संतों के प्रवचन होंगे, तत्पश्चात सुर्यास्त पूर्व श्रीजी के कलश होंगे। स्वर्ण रथ के सारथी बनने का सौभाग्य नवीन गोधा, आनंद गोधा परिवार को प्राप्त हुआ। समाज के राजकुमार पाटोदी, सतीश जैन एवं प्रिंसपाल टोंग्या ने बताया कि यात्रा में स्वर्ण रथ पर रजत सिंहासन पर भगवान महावीर स्वामी की 9 इंच की प्रतिमा जी विराजमान रहेगी। स्वर्ण रथ के साथ तीन बग्घियां, घुड़सवार, गोटों के लवाजमे, 32 सोशल ग्रुप के सदस्य एवं बड़ी संख्या में समाजजन सम्मिलित होंगे। जुलूस में भगवान महावीर के जीवन पर आधारित विभिन्न झांकियां होंगी। पुरुष श्वेत वस्त्रों में और महिलाएं केसरिया व गुलाबी वेशभूषा में शामिल होंगी। विभिन्न वर्ग व सोशल ग्रुप के बीच झांकियां और भजन प्रतियोगिता भी रहेगी, जिसके लिए निर्णायक मंडल मूल्यांकन करेंगे। उसी दिन सुबह दिगंबर जैन समाज के 121 जिनालयों में सुबह प्रभातफेरी निकलेगी व भगवान महावीर स्वामी के अभिषेक होंगे। (10, 1084, 371, 1316)
pwd-table-cell: 2 माह वर्षाकाल छोड़कर (899, 1941, 965, 1977)
